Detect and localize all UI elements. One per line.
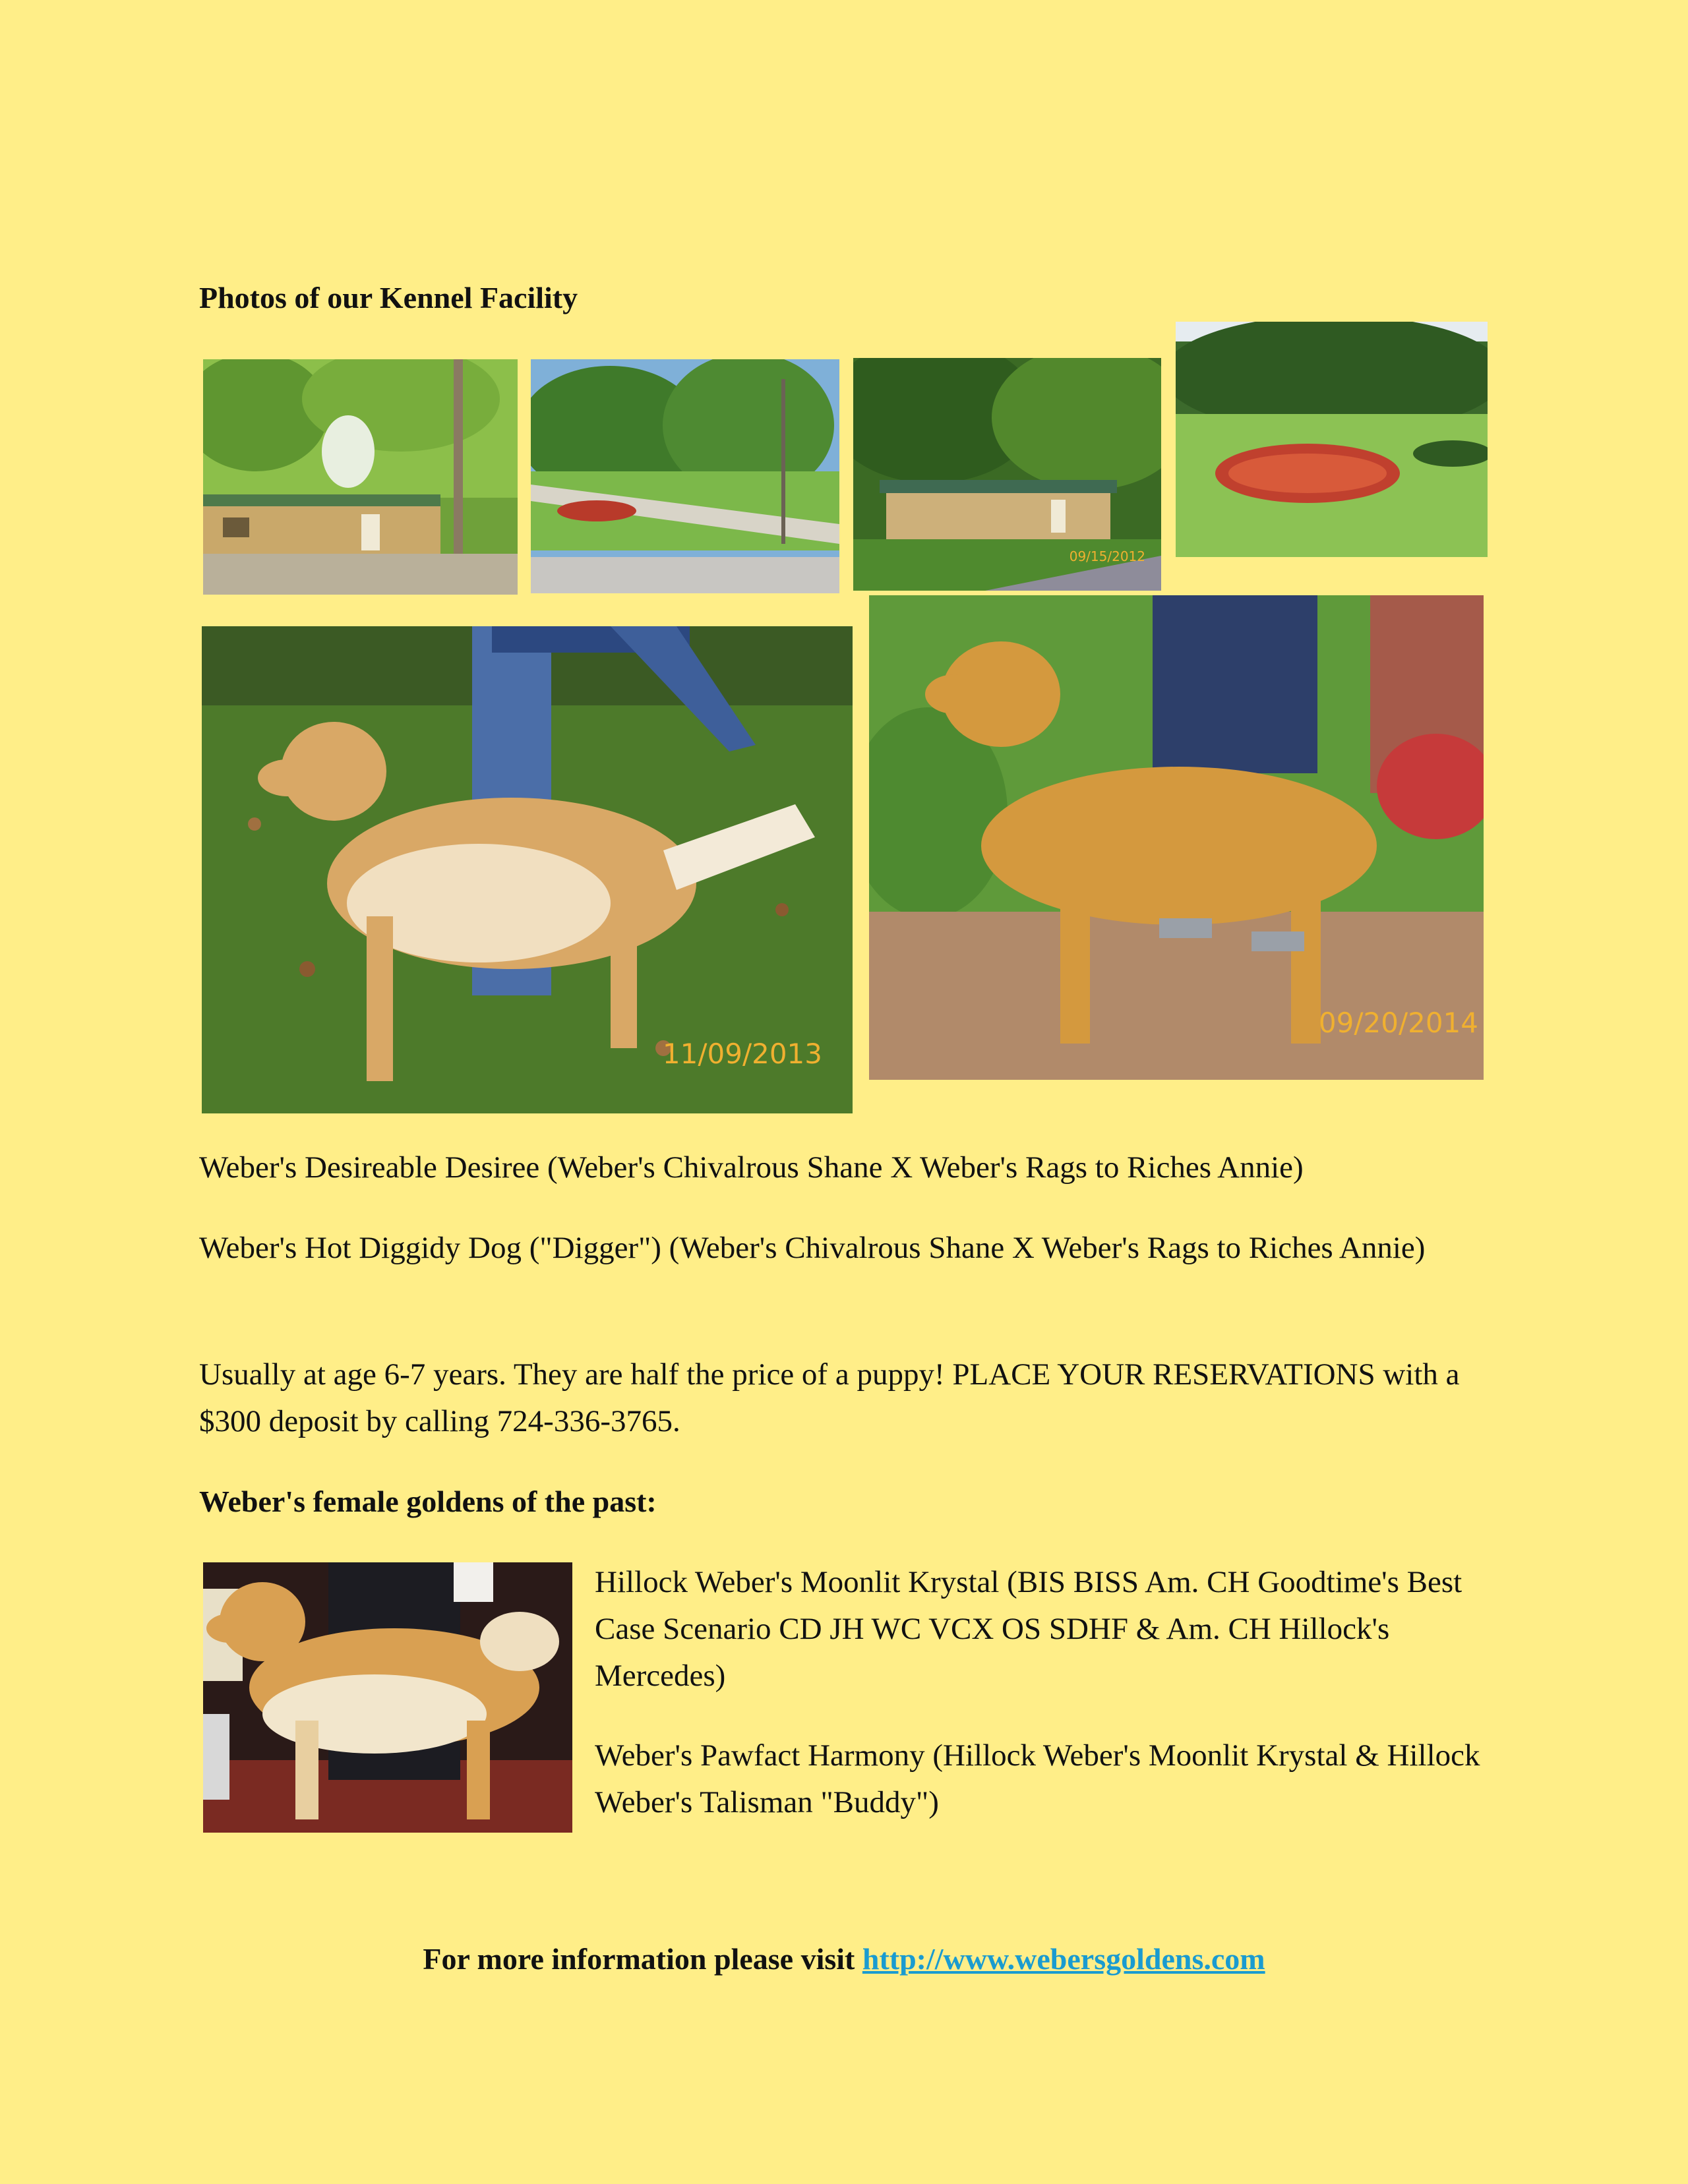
website-link[interactable]: http://www.webersgoldens.com [862,1942,1265,1976]
kennel-photo-1 [203,359,518,595]
footer-text: For more information please visit [423,1942,862,1976]
krystal-description: Hillock Weber's Moonlit Krystal (BIS BISS Am. CH Goodtime's Best Case Scenario CD JH WC VCX OS SDHF & Am. CH Hillock's Mercedes) [595,1565,1462,1693]
dog-digger-description: Weber's Hot Diggidy Dog ("Digger") (Weber's Chivalrous Shane X Weber's Rags to Riches Annie) [199,1231,1426,1265]
kennel-photo-4 [1176,322,1488,557]
dog-photo-digger [869,595,1484,1080]
dog-photo-desiree [202,626,853,1113]
kennel-photo-3-date: 09/15/2012 [1069,548,1145,564]
dog-desiree-description: Weber's Desireable Desiree (Weber's Chivalrous Shane X Weber's Rags to Riches Annie) [199,1150,1304,1185]
kennel-section-heading: Photos of our Kennel Facility [199,281,578,314]
harmony-description: Weber's Pawfact Harmony (Hillock Weber's Moonlit Krystal & Hillock Weber's Talisman "Buddy") [595,1738,1480,1819]
kennel-photo-2 [531,359,839,593]
dog-photo-desiree-date: 11/09/2013 [662,1038,822,1070]
footer-info [0,1941,1688,1976]
kennel-photo-3 [853,358,1161,591]
dog-photo-digger-date: 09/20/2014 [1318,1007,1478,1039]
past-females-heading: Weber's female goldens of the past: [199,1485,657,1518]
past-female-photo [203,1562,572,1833]
retired-dogs-info: Usually at age 6-7 years. They are half the price of a puppy! PLACE YOUR RESERVATIONS with a $300 deposit by calling 724-336-3765. [199,1357,1460,1438]
